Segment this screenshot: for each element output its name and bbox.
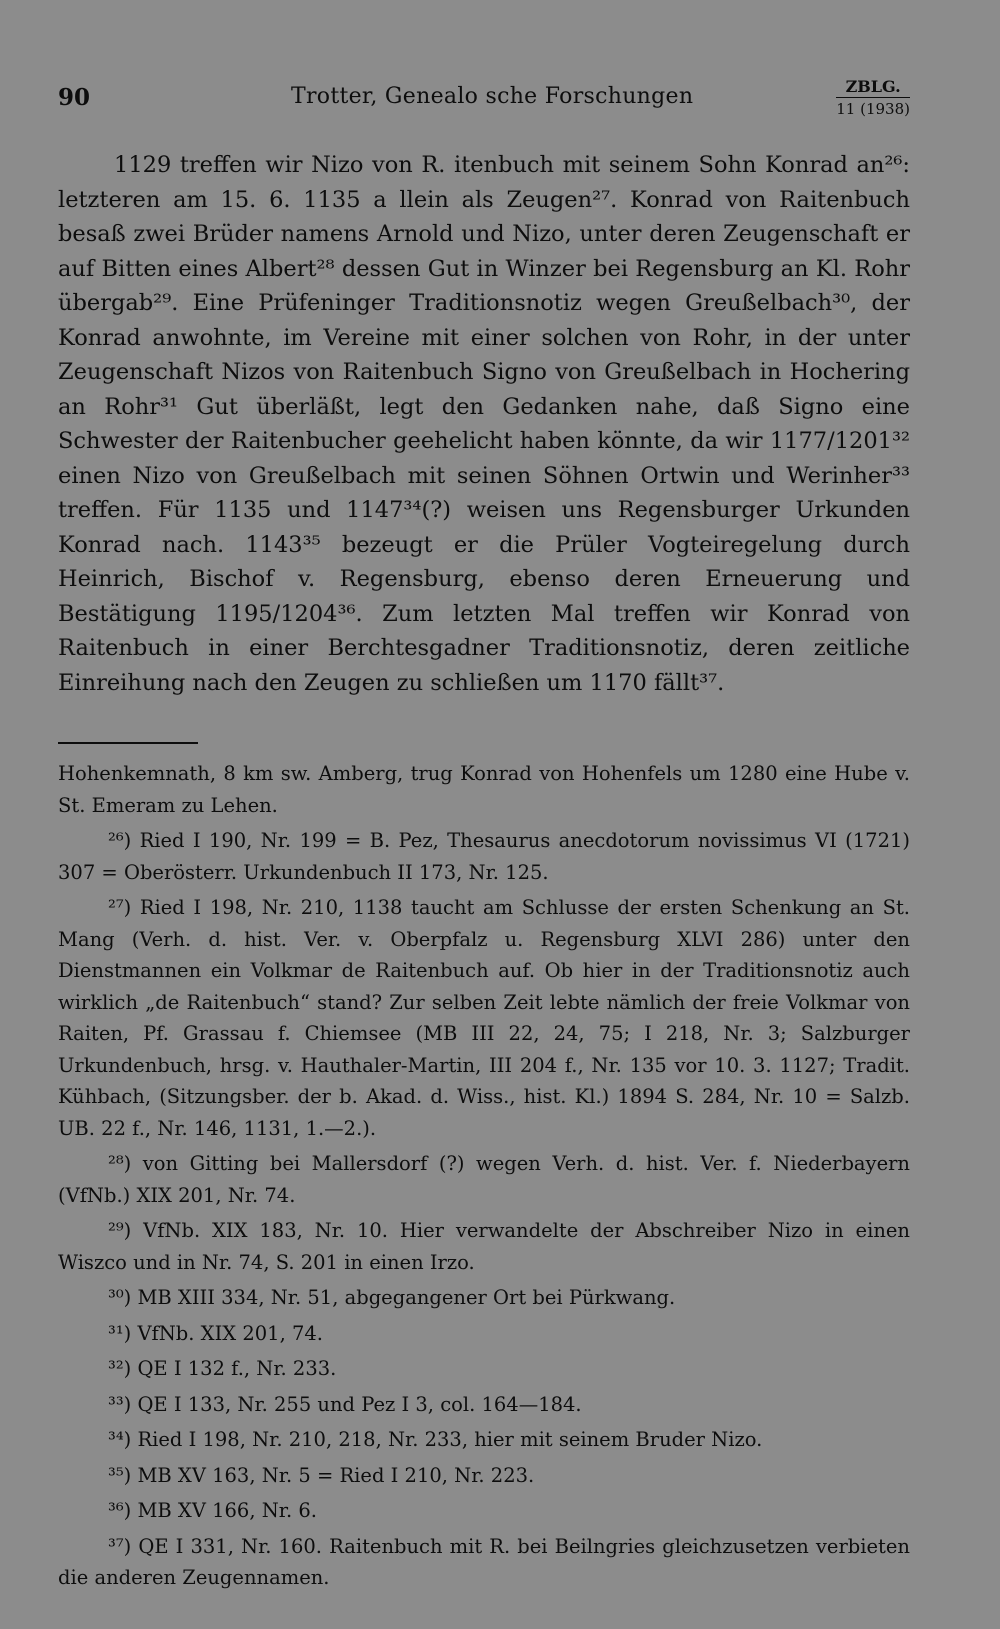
page-number: 90 — [58, 84, 91, 111]
footnote-26: ²⁶) Ried I 190, Nr. 199 = B. Pez, Thesaurus anecdotorum novissimus VI (1721) 307 = Oberösterr. Urkundenbuch II 173, Nr. 125. — [58, 829, 910, 884]
journal-reference — [836, 78, 910, 118]
footnote-37: ³⁷) QE I 331, Nr. 160. Raitenbuch mit R. bei Beilngries gleichzusetzen verbieten die anderen Zeugennamen. — [58, 1534, 910, 1589]
footnotes — [58, 758, 910, 1598]
footnote-27: ²⁷) Ried I 198, Nr. 210, 1138 taucht am Schlusse der ersten Schenkung an St. Mang (Verh. d. hist. Ver. v. Oberpfalz u. Regensburg XLVI 286) unter den Dienstmannen ein Volkmar de Raitenbuch auf. Ob hier in der Traditionsnotiz auch wirklich „de Raitenbuch“ stand? Zur selben Zeit lebte nämlich der freie Volkmar von Raiten, Pf. Grassau f. Chiemsee (MB III 22, 24, 75; I 218, Nr. 3; Salzburger Urkundenbuch, hrsg. v. Hauthaler-Martin, III 204 f., Nr. 135 vor 10. 3. 1127; Tradit. Kühbach, (Sitzungsber. der b. Akad. d. Wiss., hist. Kl.) 1894 S. 284, Nr. 10 = Salzb. UB. 22 f., Nr. 146, 1131, 1.—2.). — [58, 896, 910, 1140]
page-header — [58, 78, 910, 126]
journal-volume: 11 (1938) — [836, 100, 910, 118]
footnote-33: ³³) QE I 133, Nr. 255 und Pez I 3, col. 164—184. — [108, 1392, 582, 1416]
footnote-30: ³⁰) MB XIII 334, Nr. 51, abgegangener Ort bei Pürkwang. — [108, 1286, 676, 1309]
footnote-separator — [58, 742, 198, 744]
footnote-28: ²⁸) von Gitting bei Mallersdorf (?) wegen Verh. d. hist. Ver. f. Niederbayern (VfNb.) XIX 201, Nr. 74. — [58, 1152, 910, 1207]
footnote-35: ³⁵) MB XV 163, Nr. 5 = Ried I 210, Nr. 223. — [108, 1463, 535, 1487]
footnote-36: ³⁶) MB XV 166, Nr. 6. — [108, 1499, 317, 1522]
footnote-32: ³²) QE I 132 f., Nr. 233. — [108, 1357, 337, 1380]
journal-abbreviation: ZBLG. — [845, 77, 901, 96]
footnote-continuation: Hohenkemnath, 8 km sw. Amberg, trug Konrad von Hohenfels um 1280 eine Hube v. St. Emeram zu Lehen. — [58, 762, 910, 817]
footnote-29: ²⁹) VfNb. XIX 183, Nr. 10. Hier verwandelte der Abschreiber Nizo in einen Wiszco und in Nr. 74, S. 201 in einen Irzo. — [58, 1219, 910, 1274]
journal-rule — [836, 97, 910, 98]
footnote-31: ³¹) VfNb. XIX 201, 74. — [108, 1321, 323, 1345]
footnote-34: ³⁴) Ried I 198, Nr. 210, 218, Nr. 233, hier mit seinem Bruder Nizo. — [108, 1428, 763, 1451]
running-title: Trotter, Genealo sche Forschungen — [291, 84, 694, 109]
main-text — [58, 148, 910, 700]
body-paragraph: 1129 treffen wir Nizo von R. itenbuch mit seinem Sohn Konrad an²⁶: letzteren am 15. 6. 1135 a llein als Zeugen²⁷. Konrad von Raitenbuch besaß zwei Brüder namens Arnold und Nizo, unter deren Zeugenschaft er auf Bitten eines Albert²⁸ dessen Gut in Winzer bei Regensburg an Kl. Rohr übergab²⁹. Eine Prüfeninger Traditionsnotiz wegen Greußelbach³⁰, der Konrad anwohnte, im Vereine mit einer solchen von Rohr, in der unter Zeugenschaft Nizos von Raitenbuch Signo von Greußelbach in Hochering an Rohr³¹ Gut überläßt, legt den Gedanken nahe, daß Signo eine Schwester der Raitenbucher geehelicht haben könnte, da wir 1177/1201³² einen Nizo von Greußelbach mit seinen Söhnen Ortwin und Werinher³³ treffen. Für 1135 und 1147³⁴(?) weisen uns Regensburger Urkunden Konrad nach. 1143³⁵ bezeugt er die Prüler Vogteiregelung durch Heinrich, Bischof v. Regensburg, ebenso deren Erneuerung und Bestätigung 1195/1204³⁶. Zum letzten Mal treffen wir Konrad von Raitenbuch in einer Berchtesgadner Traditionsnotiz, deren zeitliche Einreihung nach den Zeugen zu schließen um 1170 fällt³⁷. — [58, 152, 910, 696]
